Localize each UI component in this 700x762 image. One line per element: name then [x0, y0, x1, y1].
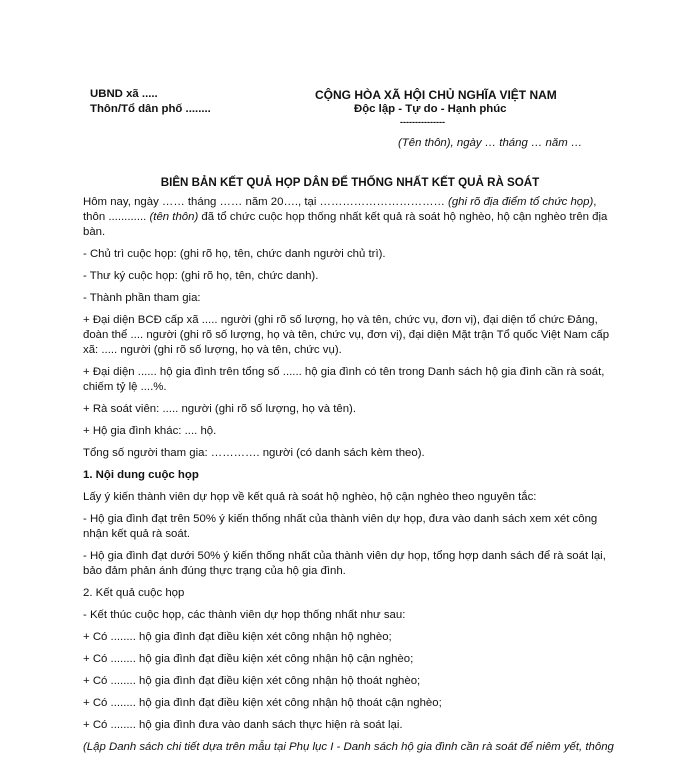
participants-item-1: + Đại diện BCĐ cấp xã ..... người (ghi rõ số lượng, họ và tên, chức vụ, đơn vị), đại diện tổ chức Đảng, đoàn thể .... người (ghi rõ số lượng, họ và tên, chức vụ, đơn vị), đại diện Mặt trận Tổ quốc Việt Nam cấp xã: ..... người (ghi rõ số lượng, họ và tên, chức vụ).: [83, 314, 610, 356]
motto-rule: ---------------: [400, 117, 445, 127]
section-1-intro: Lấy ý kiến thành viên dự họp về kết quả rà soát hộ nghèo, hộ cận nghèo theo nguyên tắc:: [83, 491, 537, 503]
secretary-line: - Thư ký cuộc họp: (ghi rõ họ, tên, chức danh).: [83, 270, 319, 282]
section-2-title: 2. Kết quả cuộc họp: [83, 587, 185, 599]
participants-item-3: + Rà soát viên: ..... người (ghi rõ số lượng, họ và tên).: [83, 403, 357, 415]
appendix-note: (Lập Danh sách chi tiết dựa trên mẫu tại Phụ lục I - Danh sách hộ gia đình cần rà soát để niêm yết, thông: [83, 741, 614, 753]
chair-line: - Chủ trì cuộc họp: (ghi rõ họ, tên, chức danh người chủ trì).: [83, 248, 386, 260]
intro-location-note: (ghi rõ địa điểm tổ chức họp): [448, 196, 594, 208]
document-body: [83, 195, 614, 762]
intro-text-2: , thôn ............: [83, 196, 597, 223]
intro-village-note: (tên thôn): [149, 211, 199, 223]
participants-item-2: + Đại diện ...... hộ gia đình trên tổng số ...... hộ gia đình có tên trong Danh sách hộ gia đình cần rà soát, chiếm tỷ lệ ....%.: [83, 366, 605, 393]
section-1-rule-a: - Hộ gia đình đạt trên 50% ý kiến thống nhất của thành viên dự họp, đưa vào danh sách xem xét công nhận kết quả rà soát.: [83, 513, 598, 540]
section-1-rule-b: - Hộ gia đình đạt dưới 50% ý kiến thống nhất của thành viên dự họp, tổng hợp danh sách để rà soát lại, bảo đảm phản ánh đúng thực trạng của hộ gia đình.: [83, 550, 606, 577]
result-item-1: + Có ........ hộ gia đình đạt điều kiện xét công nhận hộ nghèo;: [83, 631, 392, 643]
participants-item-4: + Hộ gia đình khác: .... hộ.: [83, 425, 217, 437]
national-motto: Độc lập - Tự do - Hạnh phúc: [354, 103, 507, 115]
intro-text-3: đã tổ chức cuộc họp thống nhất kết quả rà soát hộ nghèo, hộ cận nghèo trên địa bàn.: [83, 211, 608, 238]
village-label: Thôn/Tổ dân phố ........: [90, 103, 211, 115]
national-title: CỘNG HÒA XÃ HỘI CHỦ NGHĨA VIỆT NAM: [315, 88, 557, 102]
participants-line: - Thành phần tham gia:: [83, 292, 201, 304]
section-2-intro: - Kết thúc cuộc họp, các thành viên dự họp thống nhất như sau:: [83, 609, 406, 621]
commune-label: UBND xã .....: [90, 88, 158, 100]
intro-paragraph: [83, 195, 611, 240]
result-item-2: + Có ........ hộ gia đình đạt điều kiện xét công nhận hộ cận nghèo;: [83, 653, 414, 665]
intro-text-1: Hôm nay, ngày …… tháng …… năm 20…., tại ……………………………: [83, 196, 449, 208]
result-item-3: + Có ........ hộ gia đình đạt điều kiện xét công nhận hộ thoát nghèo;: [83, 675, 421, 687]
result-item-5: + Có ........ hộ gia đình đưa vào danh sách thực hiện rà soát lại.: [83, 719, 403, 731]
section-1-title: 1. Nội dung cuộc họp: [83, 469, 199, 481]
result-item-4: + Có ........ hộ gia đình đạt điều kiện xét công nhận hộ thoát cận nghèo;: [83, 697, 442, 709]
document-title: BIÊN BẢN KẾT QUẢ HỌP DÂN ĐỂ THỐNG NHẤT KẾT QUẢ RÀ SOÁT: [160, 176, 540, 189]
total-participants: Tổng số người tham gia: …………. người (có danh sách kèm theo).: [83, 447, 425, 459]
place-date-line: (Tên thôn), ngày … tháng … năm …: [398, 137, 583, 149]
